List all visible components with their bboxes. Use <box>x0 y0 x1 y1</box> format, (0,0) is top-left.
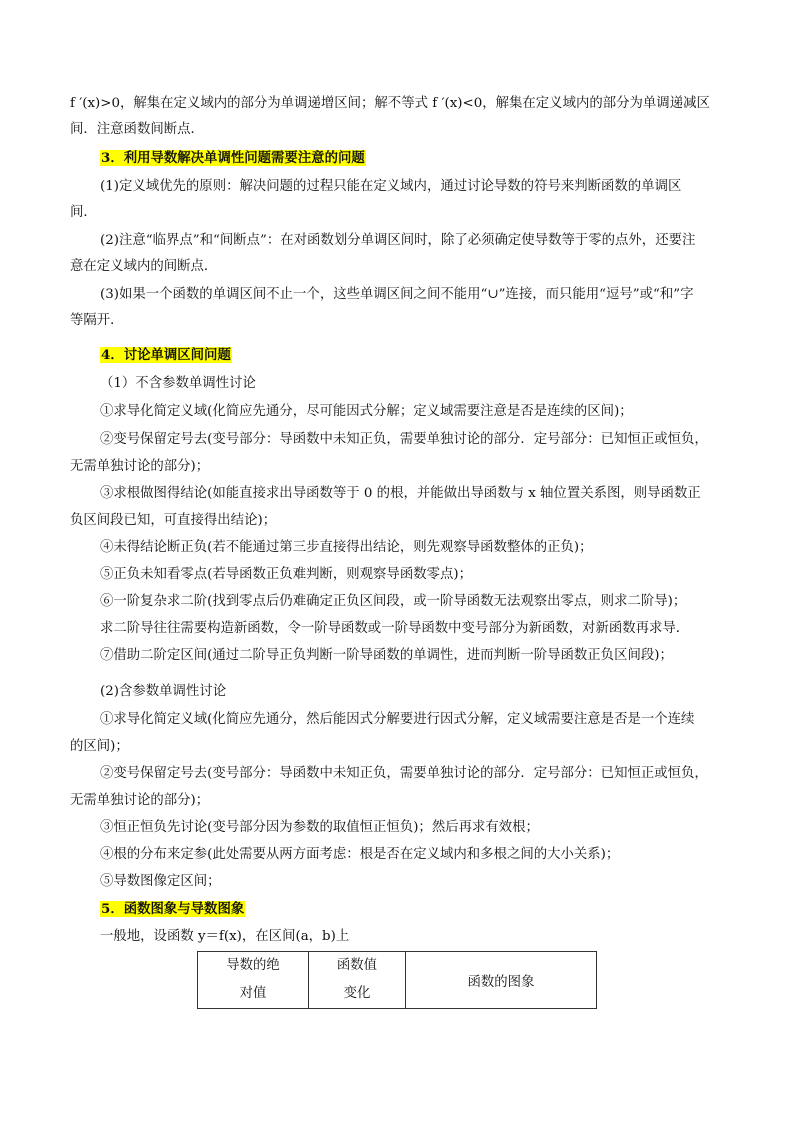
section-4-heading-text: 4．讨论单调区间问题 <box>101 347 231 363</box>
section-3-heading <box>100 149 765 168</box>
s4-sub2-item-1-line-1: ①求导化简定义域(化简应先通分，然后能因式分解要进行因式分解，定义域需要注意是否是一个连续 <box>100 712 695 727</box>
s5-intro: 一般地，设函数 y＝f(x)，在区间(a，b)上 <box>100 929 350 944</box>
s4-sub1-item-5: ⑤正负未知看零点(若导函数正负难判断，则观察导函数零点)； <box>100 567 472 582</box>
s4-sub1-item-6-line-1: ⑥一阶复杂求二阶(找到零点后仍难确定正负区间段，或一阶导函数无法观察出零点，则求二阶导)； <box>100 594 687 609</box>
s4-sub1-item-6-line-2: 求二阶导往往需要构造新函数，令一阶导函数或一阶导函数中变号部分为新函数，对新函数再求导． <box>100 621 690 636</box>
s4-sub2-item-5: ⑤导数图像定区间； <box>100 874 221 889</box>
s4-sub2-item-1-line-2: 的区间)； <box>70 739 129 754</box>
header-value-change-line-1: 函数值 <box>336 958 378 973</box>
derivative-graph-table <box>197 951 597 1009</box>
header-derivative-abs-line-2: 对值 <box>239 986 267 1001</box>
header-derivative-abs <box>198 952 309 1009</box>
s4-sub2-item-2-line-2: 无需单独讨论的部分)； <box>70 793 210 808</box>
header-function-graph: 函数的图象 <box>406 952 597 1009</box>
s3-p1-line-2: 间． <box>70 205 97 220</box>
s4-sub1-item-1: ①求导化简定义域(化简应先通分，尽可能因式分解；定义域需要注意是否是连续的区间)； <box>100 404 633 419</box>
s4-sub2-title: (2)含参数单调性讨论 <box>100 684 227 699</box>
s4-sub1-item-3-line-1: ③求根做图得结论(如能直接求出导函数等于 0 的根，并能做出导函数与 x 轴位置关系图，则导函数正 <box>100 486 701 501</box>
intro-line-2: 间．注意函数间断点． <box>70 122 204 137</box>
s4-sub1-title: （1）不含参数单调性讨论 <box>100 376 256 391</box>
s3-p3-line-1: (3)如果一个函数的单调区间不止一个，这些单调区间之间不能用“∪”连接，而只能用“逗号”或“和”字 <box>100 287 694 302</box>
s4-sub2-item-4: ④根的分布来定参(此处需要从两方面考虑：根是否在定义域内和多根之间的大小关系)； <box>100 847 620 862</box>
s4-sub1-item-4: ④未得结论断正负(若不能通过第三步直接得出结论，则先观察导函数整体的正负)； <box>100 540 593 555</box>
table-header-row <box>198 952 597 1009</box>
section-5-heading-text: 5．函数图象与导数图象 <box>101 901 245 917</box>
header-derivative-abs-line-1: 导数的绝 <box>226 958 280 973</box>
s3-p2-line-1: (2)注意“临界点”和“间断点”：在对函数划分单调区间时，除了必须确定使导数等于零的点外，还要注 <box>100 233 696 248</box>
intro-line-1: f ′(x)>0，解集在定义域内的部分为单调递增区间；解不等式 f ′(x)<0，解集在定义域内的部分为单调递减区 <box>70 96 710 111</box>
s3-p3-line-2: 等隔开． <box>70 313 124 328</box>
s4-sub1-item-2-line-2: 无需单独讨论的部分)； <box>70 459 210 474</box>
s4-sub2-item-2-line-1: ②变号保留定号去(变号部分：导函数中未知正负，需要单独讨论的部分．定号部分：已知恒正或恒负， <box>100 766 708 781</box>
section-4-heading <box>100 346 765 365</box>
s4-sub2-item-3: ③恒正恒负先讨论(变号部分因为参数的取值恒正恒负)；然后再求有效根； <box>100 820 539 835</box>
s4-sub1-item-7: ⑦借助二阶定区间(通过二阶导正负判断一阶导函数的单调性，进而判断一阶导函数正负区间段)； <box>100 648 673 663</box>
section-3-heading-text: 3．利用导数解决单调性问题需要注意的问题 <box>101 150 365 166</box>
s3-p2-line-2: 意在定义域内的间断点． <box>70 259 218 274</box>
header-value-change <box>309 952 406 1009</box>
s3-p1-line-1: (1)定义域优先的原则：解决问题的过程只能在定义域内，通过讨论导数的符号来判断函数的单调区 <box>100 179 682 194</box>
s4-sub1-item-2-line-1: ②变号保留定号去(变号部分：导函数中未知正负，需要单独讨论的部分．定号部分：已知恒正或恒负， <box>100 432 708 447</box>
header-value-change-line-2: 变化 <box>343 986 371 1001</box>
s4-sub1-item-3-line-2: 负区间段已知，可直接得出结论)； <box>70 513 277 528</box>
section-5-heading <box>100 900 765 919</box>
